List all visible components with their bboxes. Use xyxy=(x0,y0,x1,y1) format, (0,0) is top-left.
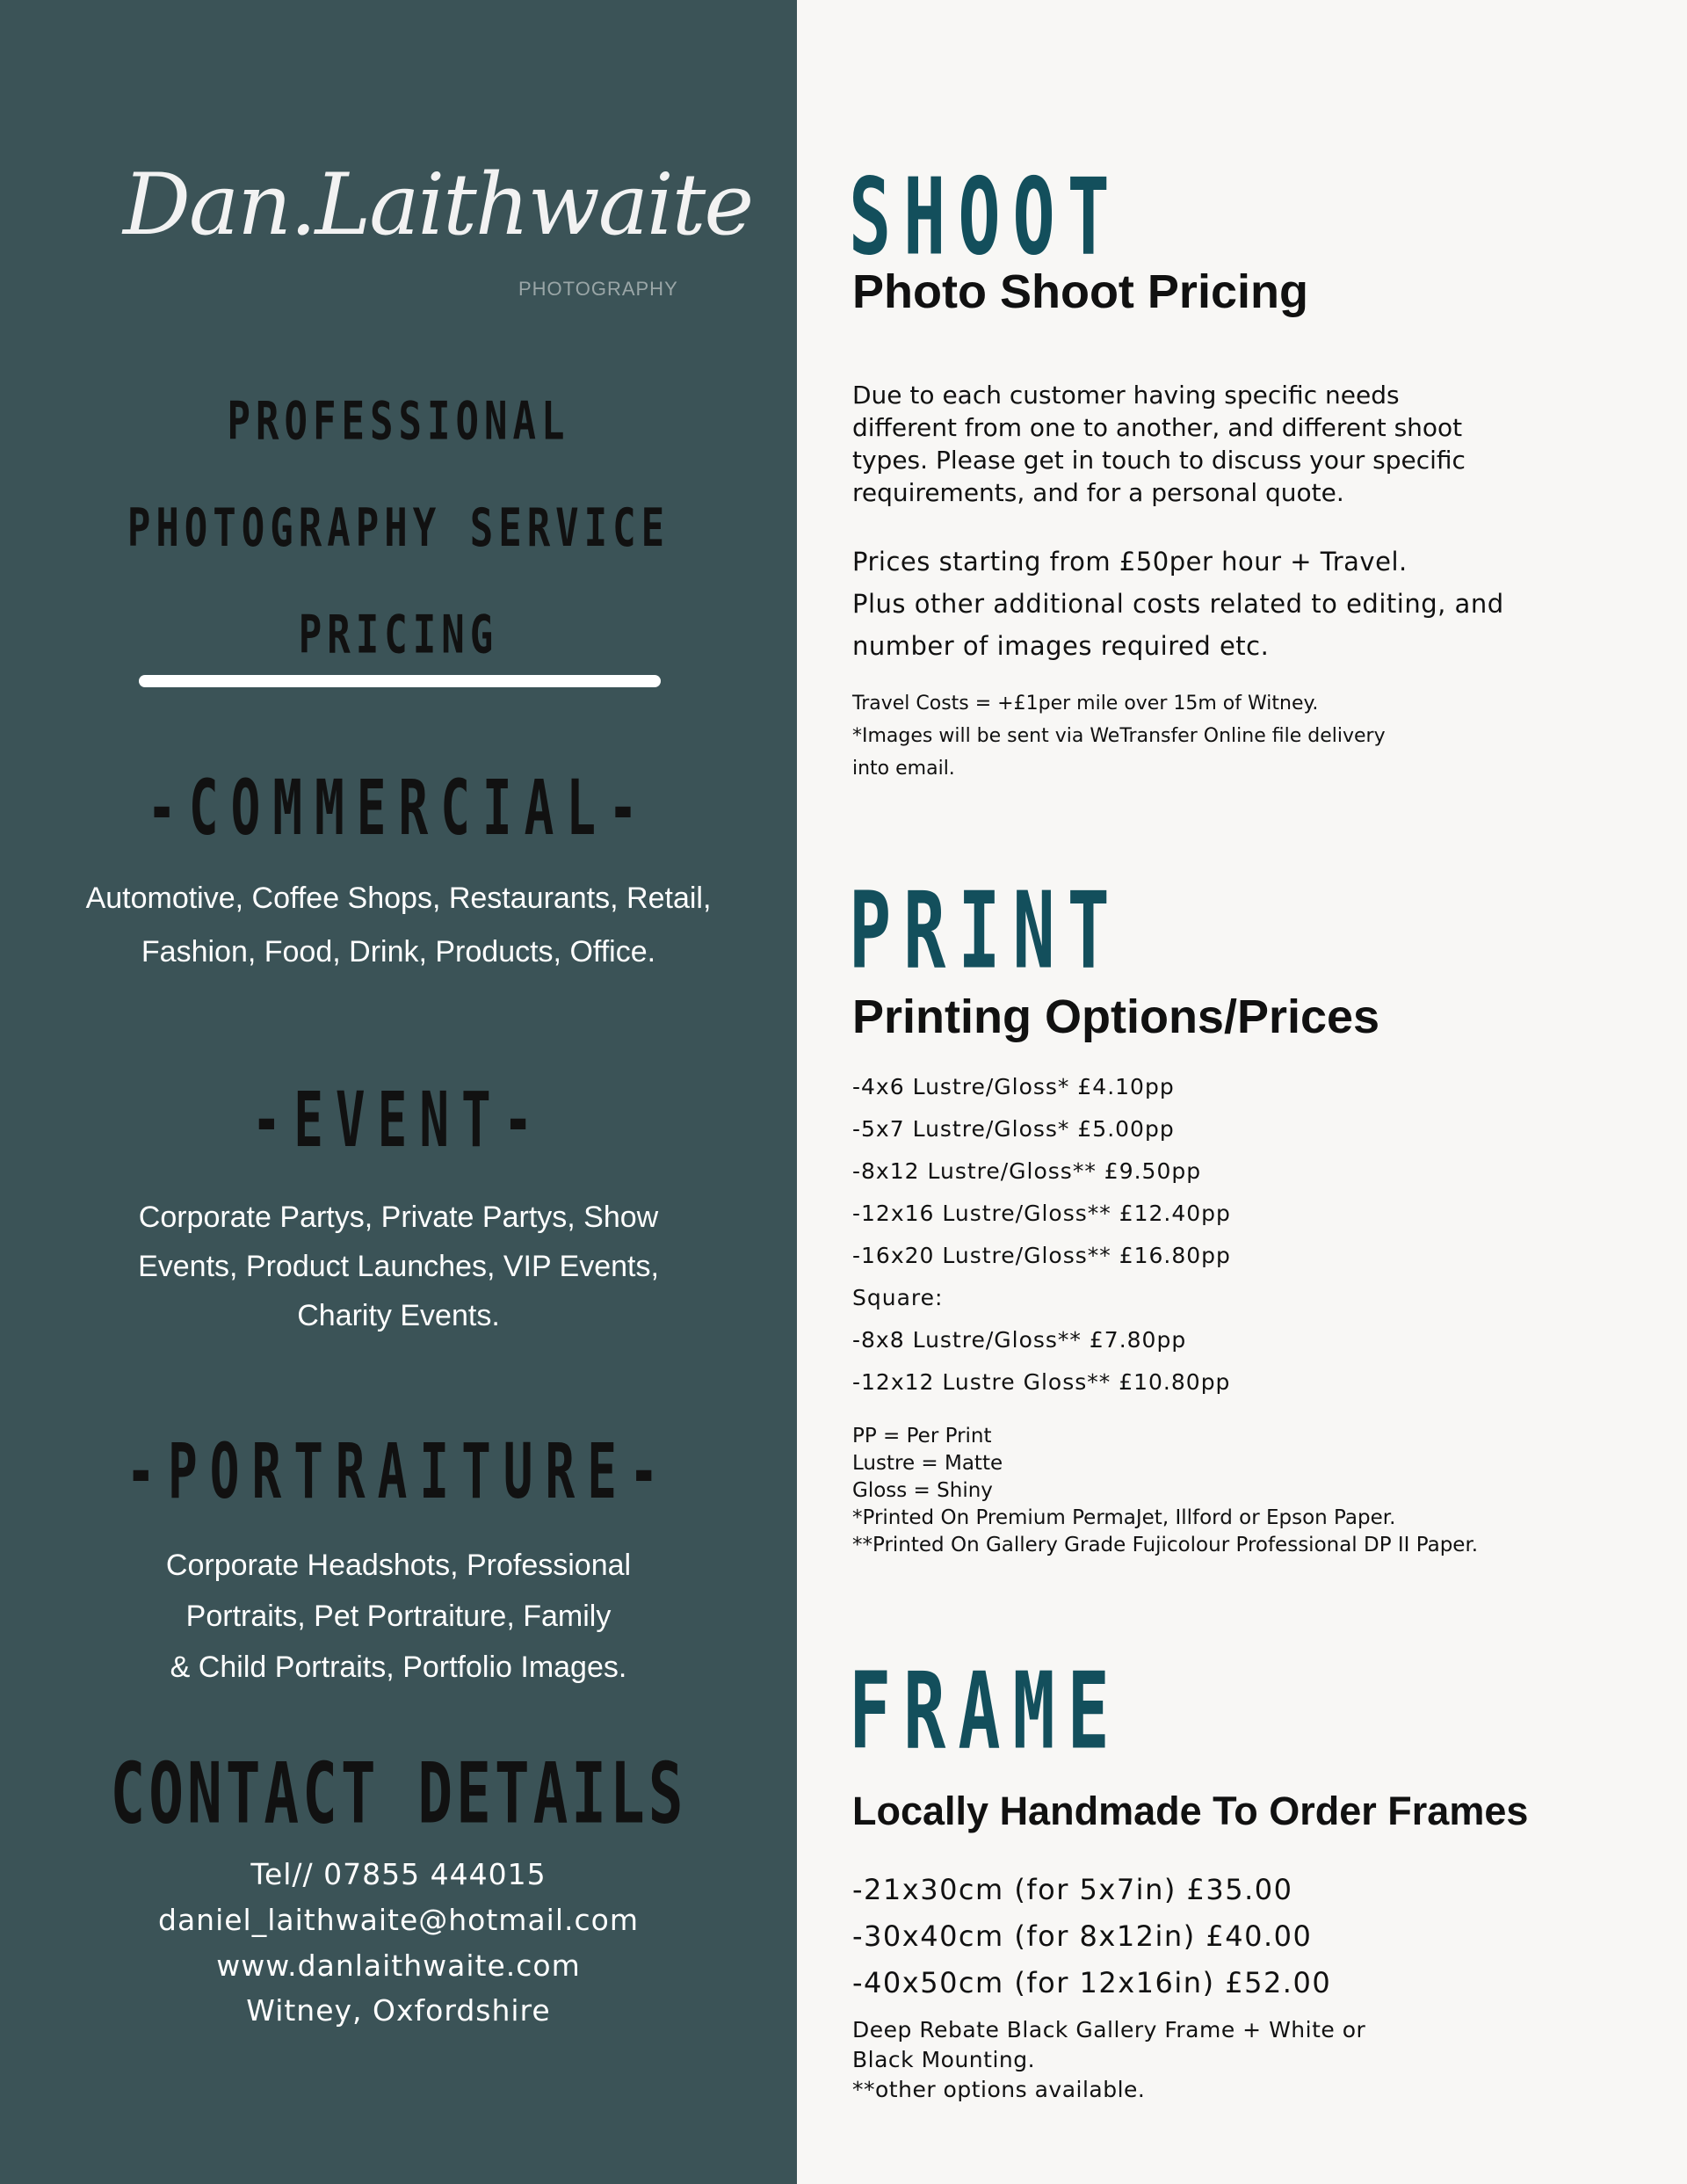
shoot-price-line: number of images required etc. xyxy=(852,631,1270,661)
section-title-print: PRINT xyxy=(849,869,1122,992)
contact-website[interactable]: www.danlaithwaite.com xyxy=(216,1948,581,1983)
shoot-intro-line: types. Please get in touch to discuss your specific xyxy=(852,446,1466,475)
section-subtitle-print: Printing Options/Prices xyxy=(852,990,1380,1043)
category-body-commercial xyxy=(53,872,744,979)
section-title-frame: FRAME xyxy=(849,1650,1122,1773)
shoot-price-line: Prices starting from £50per hour + Travel. xyxy=(852,547,1408,577)
contact-location: Witney, Oxfordshire xyxy=(246,1993,551,2028)
brand-logo-script: Dan.Laithwaite xyxy=(123,156,753,254)
section-subtitle-frame: Locally Handmade To Order Frames xyxy=(852,1789,1529,1833)
print-note-line: *Printed On Premium PermaJet, Illford or Epson Paper. xyxy=(852,1506,1396,1529)
frame-item: -21x30cm (for 5x7in) £35.00 xyxy=(852,1873,1293,1906)
shoot-intro xyxy=(852,379,1555,509)
contact-tel[interactable]: Tel// 07855 444015 xyxy=(250,1857,547,1891)
print-item: -5x7 Lustre/Gloss* £5.00pp xyxy=(852,1116,1175,1142)
shoot-notes xyxy=(852,687,1573,785)
shoot-note-line: Travel Costs = +£1per mile over 15m of Witney. xyxy=(852,693,1319,715)
section-title-shoot: SHOOT xyxy=(849,156,1122,279)
page-title-line-3: PRICING xyxy=(298,605,499,666)
page-title xyxy=(88,369,709,690)
category-body-event xyxy=(53,1193,744,1340)
print-item: Square: xyxy=(852,1285,944,1310)
category-title-portraiture: -PORTRAITURE- xyxy=(126,1428,671,1517)
contact-email[interactable]: daniel_laithwaite@hotmail.com xyxy=(158,1903,639,1937)
print-note-line: Lustre = Matte xyxy=(852,1452,1003,1475)
contact-title: CONTACT DETAILS xyxy=(110,1745,687,1843)
print-item: -12x12 Lustre Gloss** £10.80pp xyxy=(852,1369,1231,1395)
frame-note-line: **other options available. xyxy=(852,2077,1146,2102)
category-line: & Child Portraits, Portfolio Images. xyxy=(170,1651,627,1684)
print-item: -4x6 Lustre/Gloss* £4.10pp xyxy=(852,1074,1175,1099)
frame-notes xyxy=(852,2015,1467,2105)
category-line: Charity Events. xyxy=(297,1299,500,1332)
frame-note-line: Deep Rebate Black Gallery Frame + White or xyxy=(852,2017,1366,2043)
frame-items xyxy=(852,1867,1331,2006)
brand-logo-sub: PHOTOGRAPHY xyxy=(518,278,678,300)
category-line: Corporate Headshots, Professional xyxy=(165,1549,632,1582)
frame-item: -40x50cm (for 12x16in) £52.00 xyxy=(852,1966,1332,1999)
frame-note-line: Black Mounting. xyxy=(852,2047,1036,2072)
print-note-line: Gloss = Shiny xyxy=(852,1479,993,1502)
category-line: Corporate Partys, Private Partys, Show xyxy=(138,1201,659,1234)
divider-bar xyxy=(139,675,661,687)
shoot-note-line: *Images will be sent via WeTransfer Online file delivery xyxy=(852,725,1386,747)
shoot-intro-line: Due to each customer having specific needs xyxy=(852,381,1400,410)
category-line: Fashion, Food, Drink, Products, Office. xyxy=(141,935,656,969)
shoot-intro-line: different from one to another, and different shoot xyxy=(852,413,1463,442)
print-notes xyxy=(852,1423,1573,1559)
print-item: -12x16 Lustre/Gloss** £12.40pp xyxy=(852,1201,1231,1226)
category-title-event: -EVENT- xyxy=(251,1077,546,1165)
shoot-note-line: into email. xyxy=(852,758,955,780)
category-body-portraiture xyxy=(53,1540,744,1693)
page-title-line-2: PHOTOGRAPHY SERVICE xyxy=(127,498,670,559)
category-line: Automotive, Coffee Shops, Restaurants, Retail, xyxy=(85,882,712,915)
shoot-prices xyxy=(852,541,1555,667)
category-title-commercial: -COMMERCIAL- xyxy=(147,765,650,853)
page-title-line-1: PROFESSIONAL xyxy=(227,391,570,453)
category-line: Events, Product Launches, VIP Events, xyxy=(138,1250,659,1283)
shoot-price-line: Plus other additional costs related to editing, and xyxy=(852,589,1504,619)
print-note-line: PP = Per Print xyxy=(852,1425,992,1448)
print-item: -16x20 Lustre/Gloss** £16.80pp xyxy=(852,1243,1231,1268)
shoot-intro-line: requirements, and for a personal quote. xyxy=(852,478,1344,507)
print-note-line: **Printed On Gallery Grade Fujicolour Professional DP II Paper. xyxy=(852,1534,1479,1556)
frame-item: -30x40cm (for 8x12in) £40.00 xyxy=(852,1919,1313,1953)
print-item: -8x8 Lustre/Gloss** £7.80pp xyxy=(852,1327,1187,1353)
section-subtitle-shoot: Photo Shoot Pricing xyxy=(852,265,1308,318)
print-item: -8x12 Lustre/Gloss** £9.50pp xyxy=(852,1158,1202,1184)
print-items xyxy=(852,1066,1231,1404)
category-line: Portraits, Pet Portraiture, Family xyxy=(185,1600,612,1633)
